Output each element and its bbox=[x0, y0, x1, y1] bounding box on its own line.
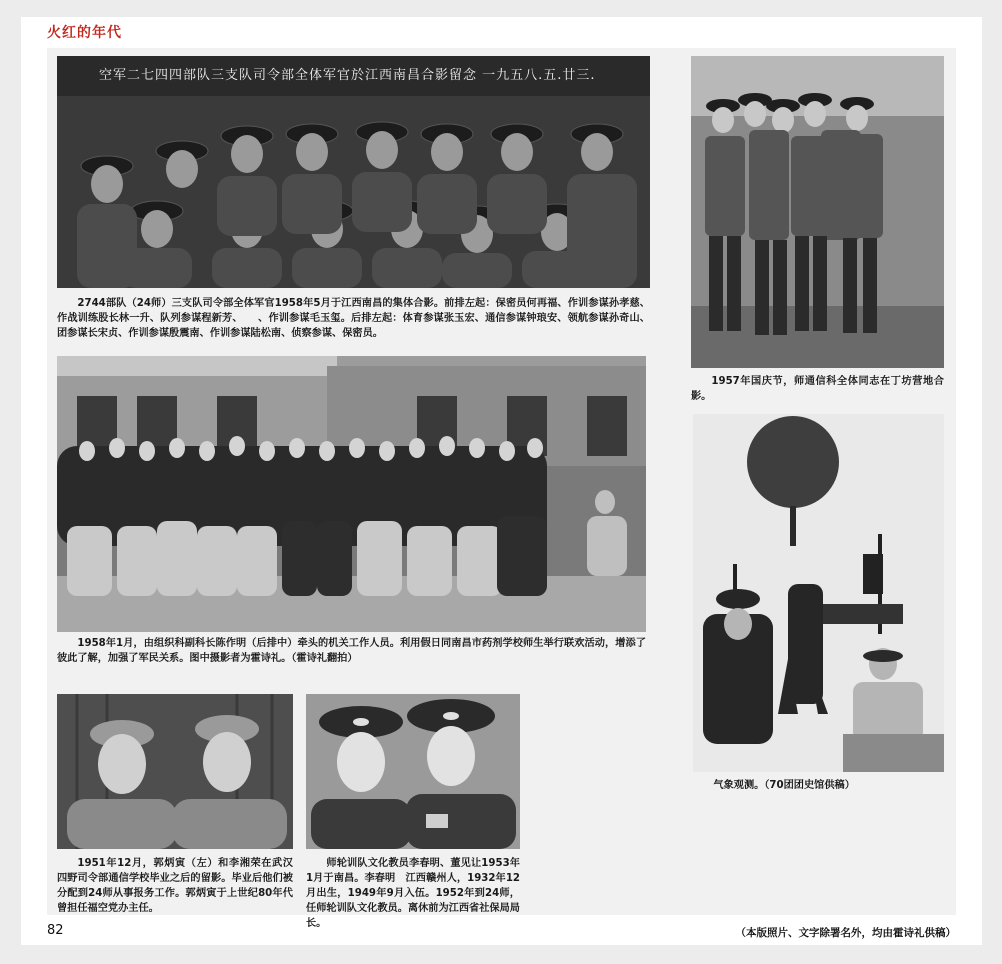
graduates-1951-caption: 1951年12月，郭炳寅（左）和李湘荣在武汉四野司令部通信学校毕业之后的留影。毕业后他们被分配到24师从事报务工作。郭炳寅于上世纪80年代曾担任福空党办主任。 bbox=[57, 858, 293, 914]
officers-group-illustration bbox=[57, 56, 650, 288]
graduates-1951-photo bbox=[57, 694, 293, 849]
joint-activity-photo bbox=[57, 356, 646, 632]
photo-inscription: 空军二七四四部队三支队司令部全体军官於江西南昌合影留念 一九五八.五.廿三. bbox=[99, 68, 596, 83]
weather-observation-photo bbox=[693, 414, 944, 772]
instructors-1953-caption: 师轮训队文化教员李春明、董见让1953年1月于南昌。李春明 江西赣州人，1932年12月出生，1949年9月入伍。1952年到24师，任师轮训队文化教员。离休前为江西省社保局局长。 bbox=[306, 858, 520, 929]
section-title: 火红的年代 bbox=[47, 25, 122, 41]
photo-panel bbox=[47, 48, 956, 929]
graduates-1951-illustration bbox=[57, 694, 293, 849]
joint-activity-caption: 1958年1月，由组织科副科长陈作明（后排中）牵头的机关工作人员。利用假日同南昌市药剂学校师生举行联欢活动，增添了彼此了解，加强了军民关系。图中摄影者为霍诗礼。（霍诗礼翻拍） bbox=[57, 638, 646, 664]
joint-activity-illustration bbox=[57, 356, 646, 632]
magazine-page bbox=[21, 17, 982, 945]
instructors-1953-photo bbox=[306, 694, 520, 849]
national-day-group-photo bbox=[691, 56, 944, 368]
photo-credit: （本版照片、文字除署名外，均由霍诗礼供稿） bbox=[735, 927, 956, 939]
national-day-illustration bbox=[691, 56, 944, 368]
weather-observation-illustration bbox=[693, 414, 944, 772]
officers-group-photo bbox=[57, 56, 650, 288]
weather-observation-caption: 气象观测。（70团团史馆供稿） bbox=[713, 780, 855, 791]
page-number: 82 bbox=[47, 923, 64, 938]
national-day-caption: 1957年国庆节，师通信科全体同志在丁坊营地合影。 bbox=[691, 376, 944, 402]
instructors-1953-illustration bbox=[306, 694, 520, 849]
officers-group-caption: 2744部队（24师）三支队司令部全体军官1958年5月于江西南昌的集体合影。前排左起：保密员何再福、作训参谋孙孝慈、作战训练股长林一升、队列参谋程新芳、 、作训参谋毛玉玺。后排左起：体育参谋张玉宏、通信参谋钟琅安、领航参谋孙奇山、团参谋长宋贞、作训参谋殷震南、作训参谋陆松南、侦察参谋、保密员。 bbox=[57, 298, 650, 339]
